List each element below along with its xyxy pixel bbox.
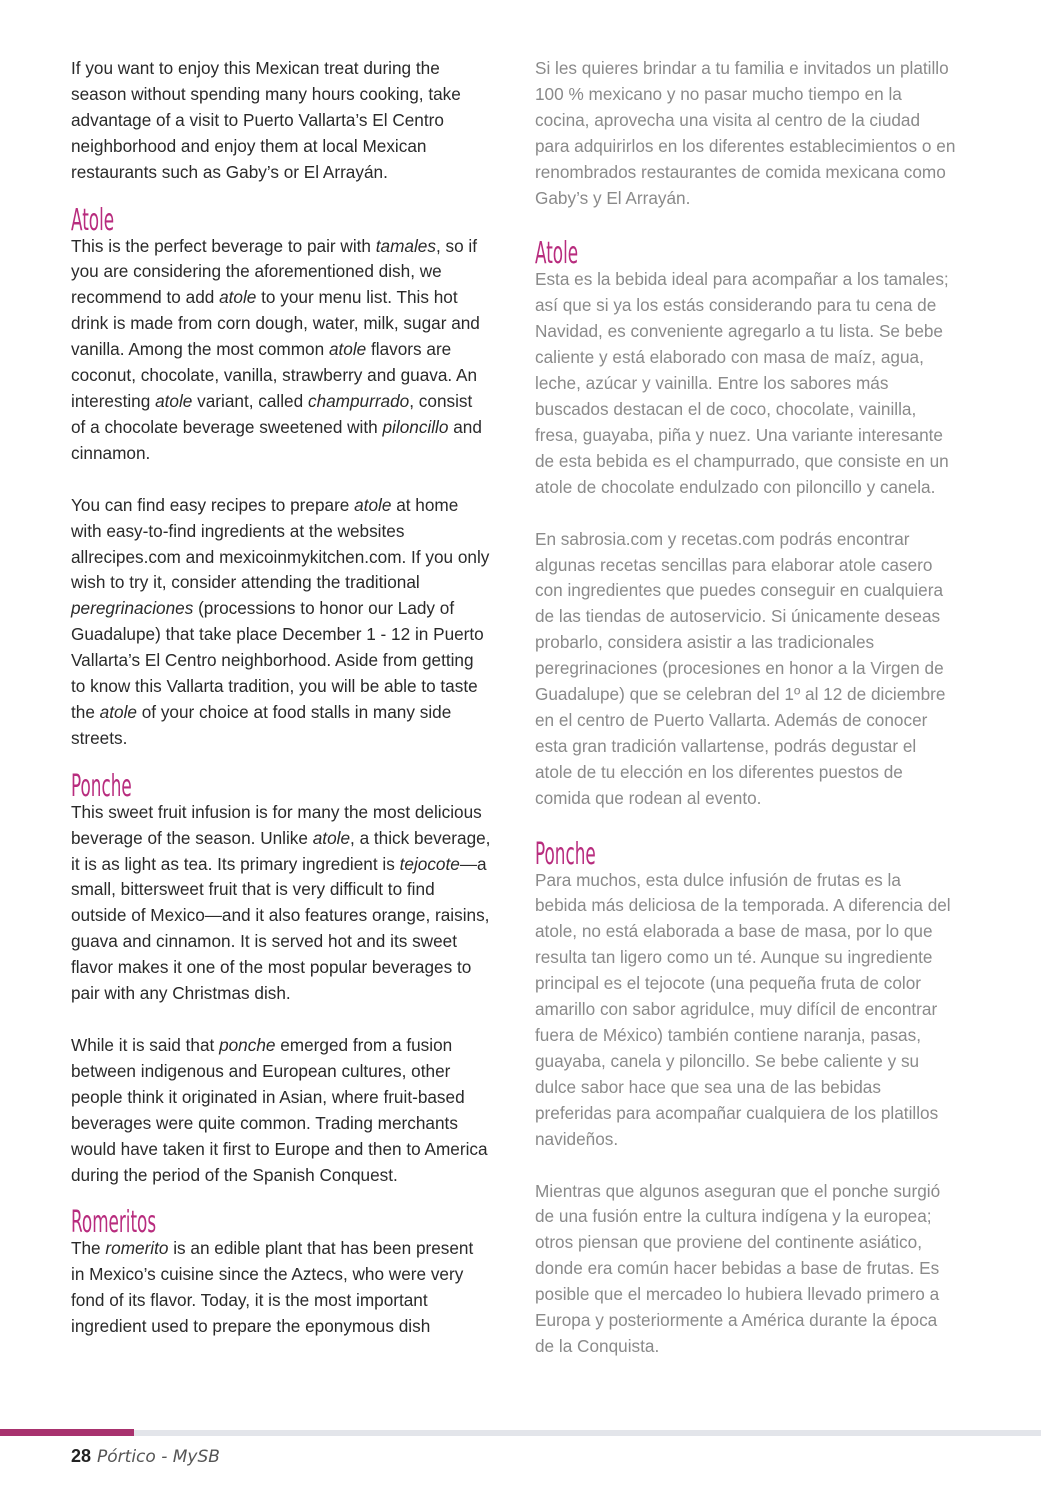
footer-accent-bar bbox=[0, 1429, 134, 1436]
english-romeritos-heading: Romeritos bbox=[71, 1205, 157, 1241]
english-ponche-paragraph-1: This sweet fruit infusion is for many the most delicious beverage of the season. Unlike atole, a thick beverage, it is as light as tea. Its primary ingredient is tejocote—a small, bittersweet fruit that is very difficult to find outside of Mexico—and it also features orange, raisins, guava and cinnamon. It is served hot and its sweet flavor makes it one of the most popular beverages to pair with any Christmas dish. bbox=[71, 801, 491, 1004]
page-footer bbox=[71, 1446, 220, 1467]
english-column bbox=[71, 56, 491, 1340]
spanish-ponche-paragraph-2: Mientras que algunos aseguran que el ponche surgió de una fusión entre la cultura indígena y la europea; otros piensan que proviene del continente asiático, donde era común hacer bebidas a base de frutas. Es posible que el mercadeo lo hubiera llevado primero a Europa y posteriormente a América durante la época de la Conquista. bbox=[535, 1180, 941, 1356]
english-atole-paragraph-2: You can find easy recipes to prepare atole at home with easy-to-find ingredients at the websites allrecipes.com and mexicoinmykitchen.com. If you only wish to try it, consider attending the traditional peregrinaciones (processions to honor our Lady of Guadalupe) that take place December 1 - 12 in Puerto Vallarta’s El Centro neighborhood. Aside from getting to know this Vallarta tradition, you will be able to taste the atole of your choice at food stalls in many side streets. bbox=[71, 494, 490, 748]
english-atole-heading: Atole bbox=[71, 202, 115, 238]
publication-name: Pórtico - MySB bbox=[97, 1447, 220, 1467]
footer-rule bbox=[134, 1430, 1041, 1436]
spanish-atole-heading: Atole bbox=[535, 236, 579, 272]
english-romeritos-paragraph-1: The romerito is an edible plant that has been present in Mexico’s cuisine since the Aztecs, who were very fond of its flavor. Today, it is the most important ingredient used to prepare the eponymous dish bbox=[71, 1238, 474, 1337]
english-ponche-paragraph-2: While it is said that ponche emerged from a fusion between indigenous and European cultures, other people think it originated in Asian, where fruit-based beverages were quite common. Trading merchants would have taken it first to Europe and then to America during the period of the Spanish Conquest. bbox=[71, 1035, 488, 1185]
spanish-atole-paragraph-2: En sabrosia.com y recetas.com podrás encontrar algunas recetas sencillas para elaborar atole casero con ingredientes que puedes conseguir en cualquiera de las tiendas de autoservicio. Si únicamente deseas probarlo, considera asistir a las tradicionales peregrinaciones (procesiones en honor a la Virgen de Guadalupe) que se celebran del 1º al 12 de diciembre en el centro de Puerto Vallarta. Además de conocer esta gran tradición vallartense, podrás degustar el atole de tu elección en los diferentes puestos de comida que rodean al evento. bbox=[535, 528, 946, 808]
spanish-intro-paragraph: Si les quieres brindar a tu familia e invitados un platillo 100 % mexicano y no pasar mucho tiempo en la cocina, aprovecha una visita al centro de la ciudad para adquirirlos en los diferentes establecimientos o en renombrados restaurantes de comida mexicana como Gaby’s y El Arrayán. bbox=[535, 58, 956, 208]
spanish-column bbox=[535, 56, 957, 1360]
english-atole-paragraph-1: This is the perfect beverage to pair with tamales, so if you are considering the aforementioned dish, we recommend to add atole to your menu list. This hot drink is made from corn dough, water, milk, sugar and vanilla. Among the most common atole flavors are coconut, chocolate, vanilla, strawberry and guava. An interesting atole variant, called champurrado, consist of a chocolate beverage sweetened with piloncillo and cinnamon. bbox=[71, 235, 482, 463]
spanish-ponche-heading: Ponche bbox=[535, 836, 596, 872]
english-ponche-heading: Ponche bbox=[71, 768, 132, 804]
spanish-ponche-paragraph-1: Para muchos, esta dulce infusión de frutas es la bebida más deliciosa de la temporada. A diferencia del atole, no está elaborada a base de masa, por lo que resulta tan ligero como un té. Aunque su ingrediente principal es el tejocote (una pequeña fruta de color amarillo con sabor agridulce, muy difícil de encontrar fuera de México) también contiene naranja, pasas, guayaba, canela y piloncillo. Se bebe caliente y su dulce sabor hace que sea una de las bebidas preferidas para acompañar cualquiera de los platillos navideños. bbox=[535, 869, 951, 1149]
page-number: 28 bbox=[71, 1446, 92, 1466]
spanish-atole-paragraph-1: Esta es la bebida ideal para acompañar a los tamales; así que si ya los estás considerando para tu cena de Navidad, es conveniente agregarlo a tu lista. Se bebe caliente y está elaborado con masa de maíz, agua, leche, azúcar y vainilla. Entre los sabores más buscados destacan el de coco, chocolate, vainilla, fresa, guayaba, piña y nuez. Una variante interesante de esta bebida es el champurrado, que consiste en un atole de chocolate endulzado con piloncillo y canela. bbox=[535, 269, 949, 497]
english-intro-paragraph: If you want to enjoy this Mexican treat during the season without spending many hours cooking, take advantage of a visit to Puerto Vallarta’s El Centro neighborhood and enjoy them at local Mexican restaurants such as Gaby’s or El Arrayán. bbox=[71, 58, 461, 182]
